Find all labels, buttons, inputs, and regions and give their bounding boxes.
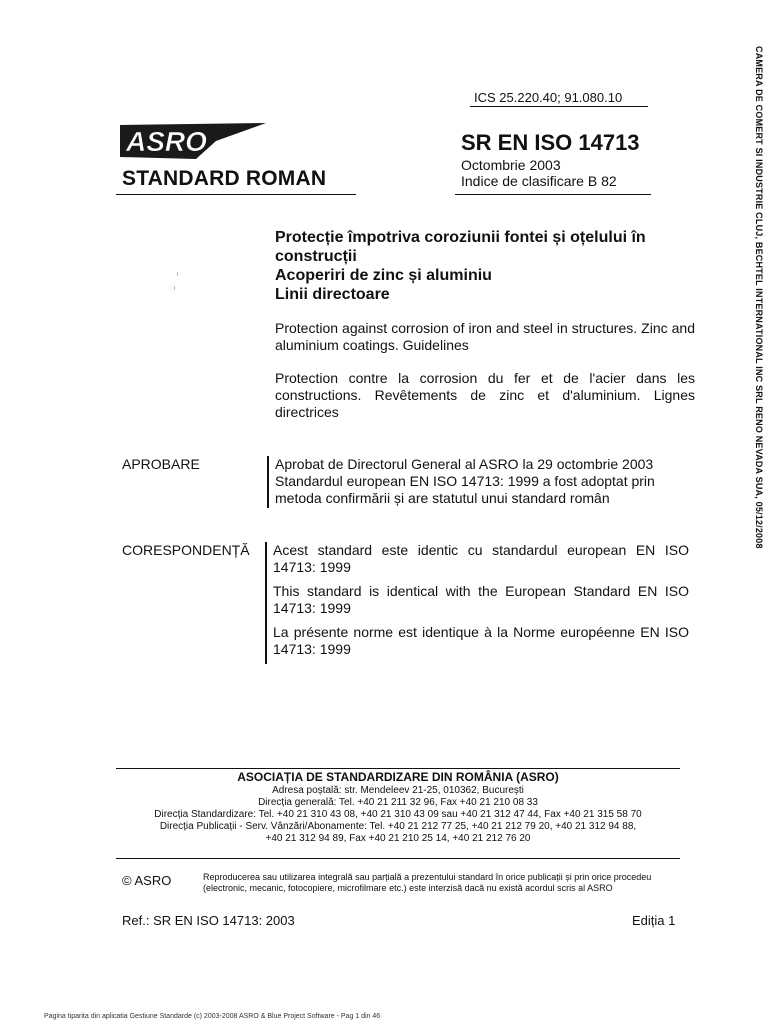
print-footer: Pagina tiparita din aplicatia Gestiune Standarde (c) 2003-2008 ASRO & Blue Project Software - Pag 1 din 46 <box>44 1013 381 1020</box>
aprobare-line: Aprobat de Directorul General al ASRO la 29 octombrie 2003 <box>275 456 654 472</box>
title-block <box>275 228 695 421</box>
aprobare-label: APROBARE <box>122 456 200 472</box>
corespondenta-label: CORESPONDENȚĂ <box>122 542 250 558</box>
corespondenta-paragraph: La présente norme est identique à la Norme européenne EN ISO 14713: 1999 <box>273 624 689 657</box>
association-line: Adresa poștală: str. Mendeleev 21-25, 010362, București <box>272 785 524 796</box>
association-bottom-rule <box>116 858 680 859</box>
ics-code: ICS 25.220.40; 91.080.10 <box>474 90 623 105</box>
corespondenta-divider <box>265 542 267 664</box>
title-ro-line: Linii directoare <box>275 286 390 303</box>
corespondenta-paragraph: This standard is identical with the European Standard EN ISO 14713: 1999 <box>273 583 689 616</box>
aprobare-divider <box>267 456 269 508</box>
standard-code: SR EN ISO 14713 <box>461 130 640 155</box>
title-ro-line: Acoperiri de zinc și aluminiu <box>275 267 492 284</box>
standard-roman-title: STANDARD ROMAN <box>122 167 327 190</box>
title-ro-line: construcții <box>275 248 357 265</box>
association-line: Direcția generală: Tel. +40 21 211 32 96, Fax +40 21 210 08 33 <box>258 797 538 808</box>
corespondenta-text <box>273 542 689 665</box>
aprobare-line: Standardul european EN ISO 14713: 1999 a fost adoptat prin <box>275 473 655 489</box>
aprobare-line: metoda confirmării și are statutul unui standard român <box>275 490 610 506</box>
edition-label: Ediția 1 <box>632 913 676 928</box>
title-ro-line: Protecție împotriva coroziunii fontei și oțelului în <box>275 229 646 246</box>
classification-index: Indice de clasificare B 82 <box>461 173 617 189</box>
header-left-rule <box>116 194 356 195</box>
scan-speck <box>177 272 178 276</box>
corespondenta-paragraph: Acest standard este identic cu standardul european EN ISO 14713: 1999 <box>273 542 689 575</box>
scan-speck <box>174 286 175 290</box>
header-right-rule <box>455 194 651 195</box>
association-line: +40 21 312 94 89, Fax +40 21 210 25 14, +40 21 212 76 20 <box>265 833 531 844</box>
logo-text: ASRO <box>126 126 207 157</box>
publication-month: Octombrie 2003 <box>461 157 561 173</box>
association-line: Direcția Publicații - Serv. Vânzări/Abonamente: Tel. +40 21 212 77 25, +40 21 212 79 20, +40 21 312 94 88, <box>159 821 637 832</box>
document-reference: Ref.: SR EN ISO 14713: 2003 <box>122 913 295 928</box>
aprobare-text <box>275 456 695 507</box>
ics-underline <box>470 106 648 107</box>
association-top-rule <box>116 768 680 769</box>
asro-logo <box>118 115 268 165</box>
association-line: Direcția Standardizare: Tel. +40 21 310 43 08, +40 21 310 43 09 sau +40 21 312 47 44, Fax +40 21 315 58 70 <box>154 809 642 820</box>
copyright-label: © ASRO <box>122 873 172 888</box>
license-side-text: CAMERA DE COMERT SI INDUSTRIE CLUJ, BECHTEL INTERNATIONAL INC SRL RENO NEVADA SUA, 05/12/2008 <box>754 46 764 549</box>
association-block <box>116 770 680 845</box>
title-french: Protection contre la corrosion du fer et de l'acier dans les constructions. Revêtements de zinc et d'aluminium. Lignes directrices <box>275 370 695 420</box>
title-english: Protection against corrosion of iron and steel in structures. Zinc and aluminium coatings. Guidelines <box>275 320 695 353</box>
association-name: ASOCIAȚIA DE STANDARDIZARE DIN ROMÂNIA (ASRO) <box>237 770 559 784</box>
copyright-notice: Reproducerea sau utilizarea integrală sau parțială a prezentului standard în orice publicații și prin orice procedeu (electronic, mecanic, fotocopiere, microfilmare etc.) este interzisă dacă nu există acordul scris al ASRO <box>203 872 652 893</box>
